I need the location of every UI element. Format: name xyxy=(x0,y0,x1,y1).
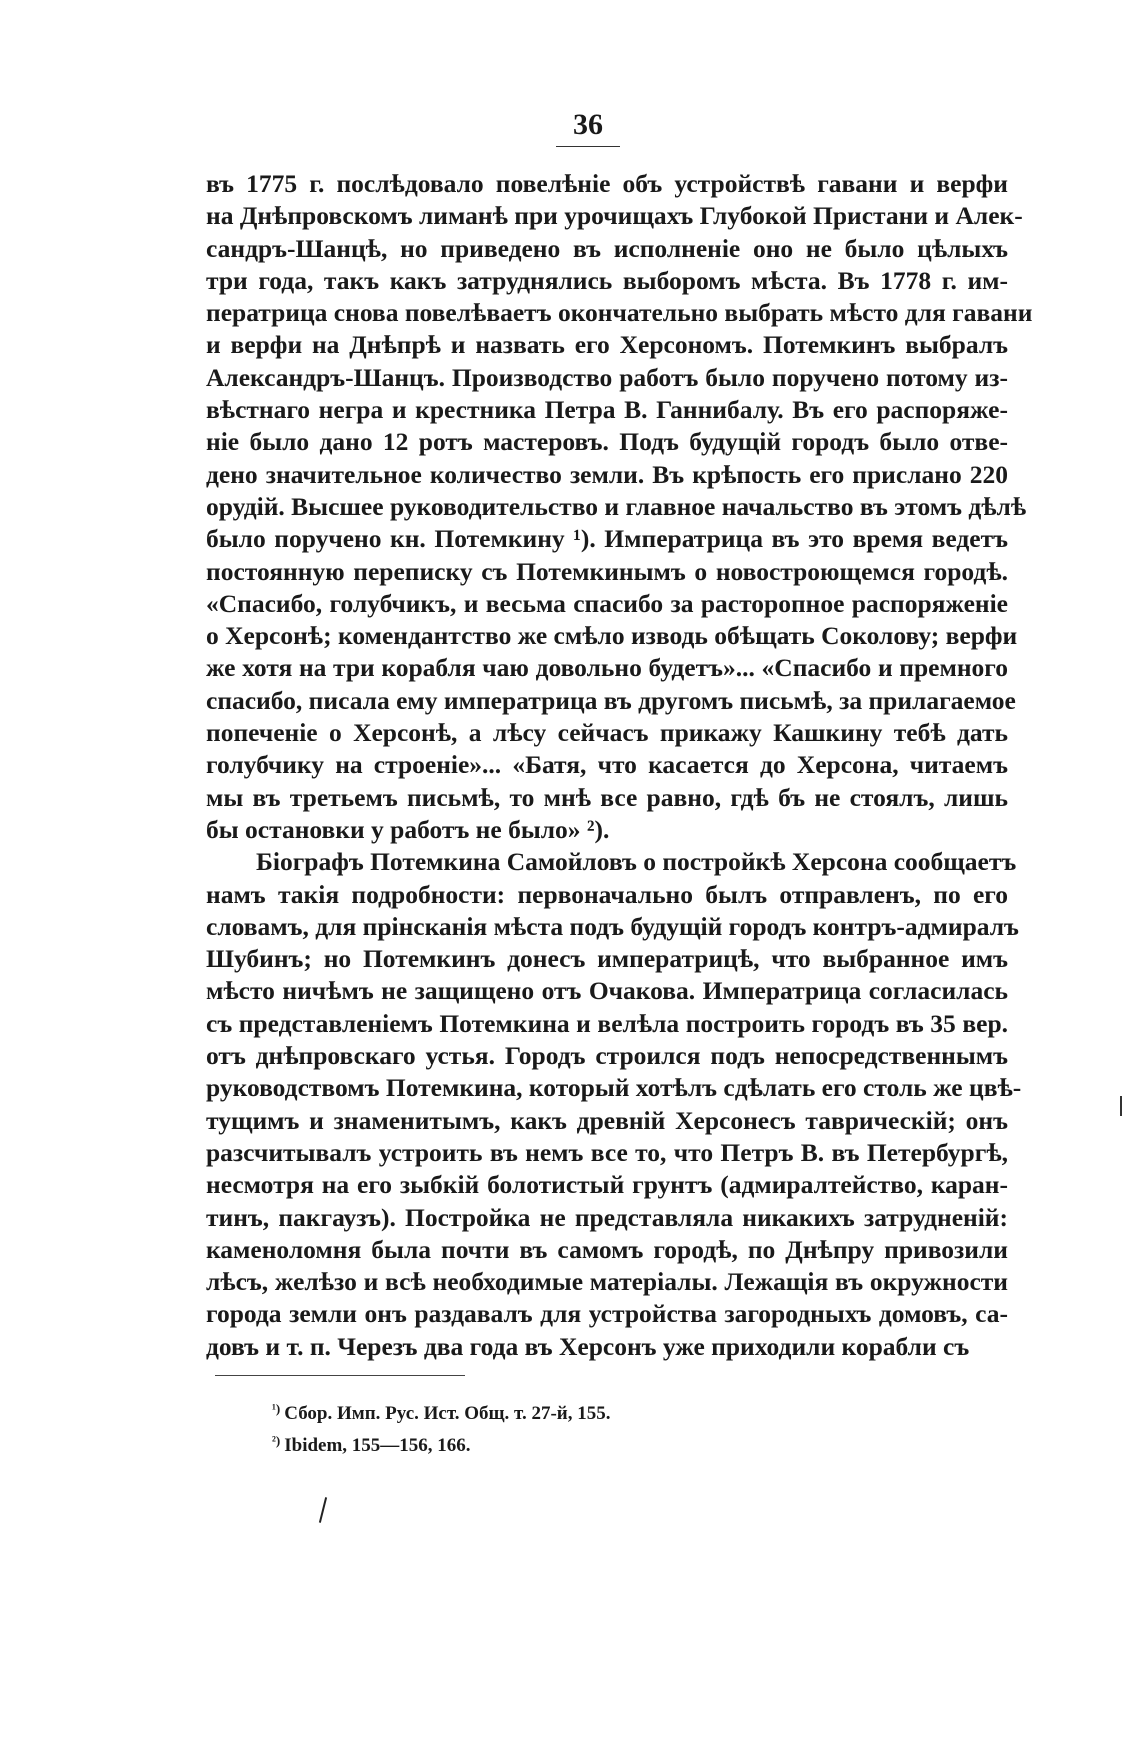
text-line: намъ такія подробности: первоначально былъ отправленъ, по его xyxy=(206,879,1008,909)
footnote xyxy=(272,1427,872,1459)
text-line: Александръ-Шанцъ. Производство работъ было поручено потому из- xyxy=(206,362,1008,392)
footnote-text: Сбор. Имп. Рус. Ист. Общ. т. 27-й, 155. xyxy=(284,1403,611,1424)
text-line: тинъ, пакгаузъ). Постройка не представляла никакихъ затрудненій: xyxy=(206,1202,1008,1232)
footnote-mark: ¹) xyxy=(272,1401,281,1416)
text-line: дено значительное количество земли. Въ крѣпость его прислано 220 xyxy=(206,459,1008,489)
text-line: вѣстнаго негра и крестника Петра В. Ганнибалу. Въ его распоряже- xyxy=(206,395,1008,425)
text-line: Біографъ Потемкина Самойловъ о постройкѣ Херсона сообщаетъ xyxy=(256,847,1017,877)
text-line: ніе было дано 12 ротъ мастеровъ. Подъ будущій городъ было отве- xyxy=(206,427,1008,457)
pen-mark xyxy=(319,1497,327,1523)
text-line: отъ днѣпровскаго устья. Городъ строился подъ непосредственнымъ xyxy=(206,1041,1008,1071)
text-line: ператрица снова повелѣваетъ окончательно выбрать мѣсто для гавани xyxy=(206,298,1033,328)
text-line: тущимъ и знаменитымъ, какъ древній Херсонесъ таврическій; онъ xyxy=(206,1105,1008,1135)
text-line: о Херсонѣ; комендантство же смѣло изводь обѣщать Соколову; верфи xyxy=(206,621,1018,651)
text-line: сандръ-Шанцѣ, но приведено въ исполненіе оно не было цѣлыхъ xyxy=(206,233,1008,263)
text-line: руководствомъ Потемкина, который хотѣлъ сдѣлать его столь же цвѣ- xyxy=(206,1073,1022,1103)
footnotes xyxy=(272,1395,872,1459)
text-line: спасибо, писала ему императрица въ другомъ письмѣ, за прилагаемое xyxy=(206,685,1016,715)
footnote-text: Ibidem, 155—156, 166. xyxy=(284,1435,471,1456)
text-line: «Спасибо, голубчикъ, и весьма спасибо за расторопное распоряженіе xyxy=(206,588,1008,618)
page-number-rule xyxy=(556,146,620,147)
text-line: словамъ, для прінсканія мѣста подъ будущій городъ контръ-адмиралъ xyxy=(206,911,1019,941)
text-line: и верфи на Днѣпрѣ и назвать его Херсономъ. Потемкинъ выбралъ xyxy=(206,330,1008,360)
paragraph xyxy=(206,846,1022,1363)
text-line: мѣсто ничѣмъ не защищено отъ Очакова. Императрица согласилась xyxy=(206,976,1008,1006)
text-line: на Днѣпровскомъ лиманѣ при урочищахъ Глубокой Пристани и Алек- xyxy=(206,201,1023,231)
text-line: каменоломня была почти въ самомъ городѣ, по Днѣпру привозили xyxy=(206,1234,1008,1264)
text-line: съ представленіемъ Потемкина и велѣла построить городъ въ 35 вер. xyxy=(206,1008,1008,1038)
text-line: мы въ третьемъ письмѣ, то мнѣ все равно, гдѣ бъ не стоялъ, лишь xyxy=(206,782,1008,812)
text-line: было поручено кн. Потемкину ¹). Императрица въ это время ведетъ xyxy=(206,524,1008,554)
margin-mark xyxy=(1120,1096,1122,1116)
footnote-mark: ²) xyxy=(272,1433,281,1448)
text-line: несмотря на его зыбкій болотистый грунтъ (адмиралтейство, каран- xyxy=(206,1170,1008,1200)
text-line: постоянную переписку съ Потемкинымъ о новостроющемся городѣ. xyxy=(206,556,1008,586)
text-line: Шубинъ; но Потемкинъ донесъ императрицѣ, что выбранное имъ xyxy=(206,944,1008,974)
body-text xyxy=(206,168,1033,1363)
text-line: города земли онъ раздавалъ для устройства загородныхъ домовъ, са- xyxy=(206,1299,1008,1329)
paragraph xyxy=(206,168,1033,846)
text-line: лѣсъ, желѣзо и всѣ необходимые матеріалы. Лежащія въ окружности xyxy=(206,1267,1008,1297)
text-line: орудій. Высшее руководительство и главное начальство въ этомъ дѣлѣ xyxy=(206,491,1027,521)
text-line: бы остановки у работъ не было» ²). xyxy=(206,814,610,844)
text-line: попеченіе о Херсонѣ, а лѣсу сейчасъ прикажу Кашкину тебѣ дать xyxy=(206,718,1008,748)
footnote-divider xyxy=(215,1375,465,1376)
text-line: же хотя на три корабля чаю довольно будетъ»... «Спасибо и премного xyxy=(206,653,1008,683)
text-line: довъ и т. п. Черезъ два года въ Херсонъ уже приходили корабли съ xyxy=(206,1331,970,1361)
text-line: голубчику на строеніе»... «Батя, что касается до Херсона, читаемъ xyxy=(206,750,1008,780)
text-line: въ 1775 г. послѣдовало повелѣніе объ устройствѣ гавани и верфи xyxy=(206,169,1008,198)
page-number: 36 xyxy=(573,108,603,141)
text-line: три года, такъ какъ затруднялись выборомъ мѣста. Въ 1778 г. им- xyxy=(206,265,1008,295)
text-line: разсчитывалъ устроить въ немъ все то, что Петръ В. въ Петербургѣ, xyxy=(206,1137,1008,1167)
footnote xyxy=(272,1395,872,1427)
